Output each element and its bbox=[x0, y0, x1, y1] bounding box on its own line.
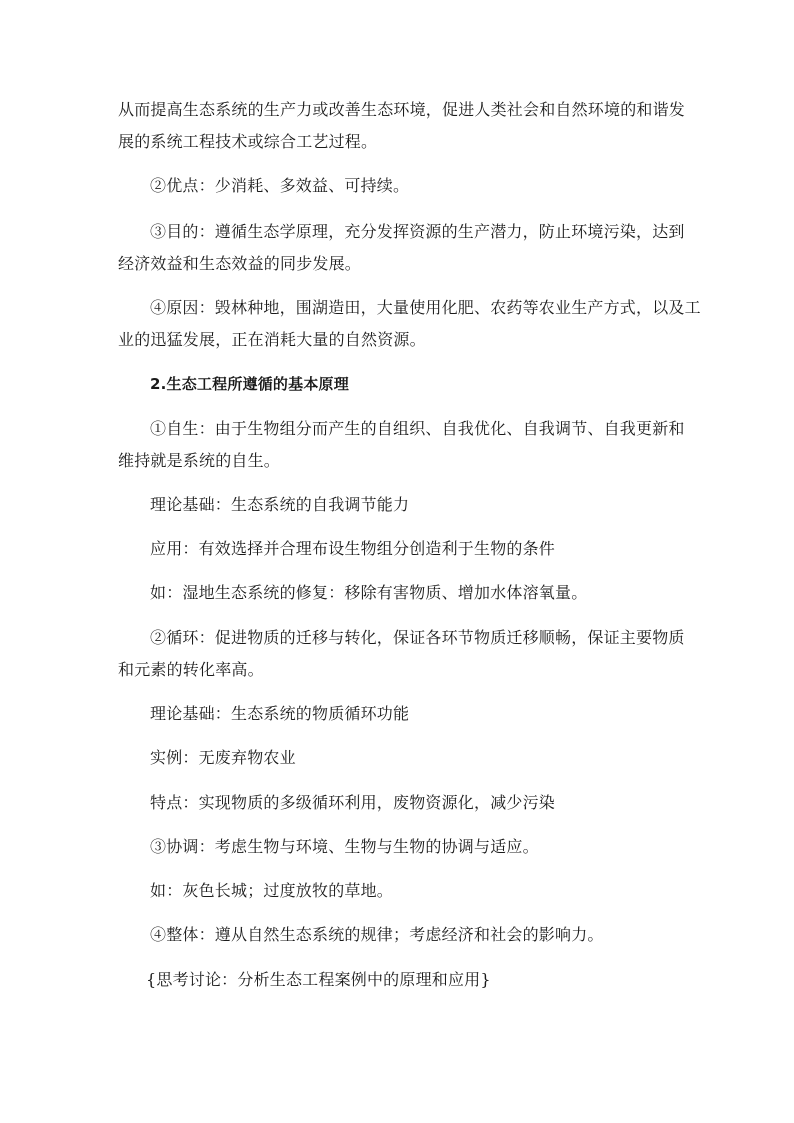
paragraph-purpose bbox=[150, 216, 710, 248]
text-line: ③目的：遵循生态学原理，充分发挥资源的生产潜力，防止环境污染，达到 bbox=[150, 222, 685, 241]
text-line: ①自生：由于生物组分而产生的自组织、自我优化、自我调节、自我更新和 bbox=[150, 419, 685, 438]
text-line: 展的系统工程技术或综合工艺过程。 bbox=[118, 132, 378, 151]
text-line: 理论基础：生态系统的自我调节能力 bbox=[150, 495, 410, 514]
paragraph-wholeness bbox=[150, 919, 710, 951]
text-line: ④整体：遵从自然生态系统的规律；考虑经济和社会的影响力。 bbox=[150, 925, 604, 944]
text-line: ②循环：促进物质的迁移与转化，保证各环节物质迁移顺畅，保证主要物质 bbox=[150, 628, 685, 647]
paragraph-cycle-cont bbox=[118, 654, 678, 686]
paragraph-definition-continued bbox=[118, 94, 686, 158]
paragraph-discussion bbox=[146, 964, 706, 996]
text-line: ④原因：毁林种地，围湖造田，大量使用化肥、农药等农业生产方式，以及工 bbox=[150, 298, 701, 317]
paragraph-reason bbox=[150, 292, 710, 324]
text-line: 业的迅猛发展，正在消耗大量的自然资源。 bbox=[118, 330, 426, 349]
paragraph-theory-basis-2 bbox=[150, 698, 710, 730]
text-line: 维持就是系统的自生。 bbox=[118, 451, 281, 470]
section-heading bbox=[150, 368, 710, 400]
paragraph-advantages bbox=[150, 170, 710, 202]
paragraph-reason-cont bbox=[118, 324, 678, 356]
text-line: 实例：无废弃物农业 bbox=[150, 748, 296, 767]
paragraph-self-generation bbox=[150, 413, 710, 445]
text-line: 应用：有效选择并合理布设生物组分创造利于生物的条件 bbox=[150, 539, 556, 558]
paragraph-theory-basis-1 bbox=[150, 489, 710, 521]
text-line: 特点：实现物质的多级循环利用，废物资源化，减少污染 bbox=[150, 793, 556, 812]
paragraph-coordination bbox=[150, 831, 710, 863]
paragraph-application bbox=[150, 533, 710, 565]
heading-text: 2.生态工程所遵循的基本原理 bbox=[150, 375, 349, 393]
text-line: 如：灰色长城；过度放牧的草地。 bbox=[150, 881, 394, 900]
text-line: 从而提高生态系统的生产力或改善生态环境，促进人类社会和自然环境的和谐发 bbox=[118, 100, 686, 119]
text-line: ②优点：少消耗、多效益、可持续。 bbox=[150, 176, 410, 195]
text-line: 经济效益和生态效益的同步发展。 bbox=[118, 254, 362, 273]
paragraph-example-wetland bbox=[150, 577, 710, 609]
text-line: 如：湿地生态系统的修复：移除有害物质、增加水体溶氧量。 bbox=[150, 583, 588, 602]
paragraph-example-agriculture bbox=[150, 742, 710, 774]
text-line: 和元素的转化率高。 bbox=[118, 660, 264, 679]
paragraph-self-generation-cont bbox=[118, 445, 678, 477]
paragraph-example-great-wall bbox=[150, 875, 710, 907]
paragraph-features bbox=[150, 787, 710, 819]
paragraph-purpose-cont bbox=[118, 248, 678, 280]
text-line: 理论基础：生态系统的物质循环功能 bbox=[150, 704, 410, 723]
text-line: {思考讨论：分析生态工程案例中的原理和应用} bbox=[146, 970, 491, 989]
paragraph-cycle bbox=[150, 622, 710, 654]
text-line: ③协调：考虑生物与环境、生物与生物的协调与适应。 bbox=[150, 837, 539, 856]
